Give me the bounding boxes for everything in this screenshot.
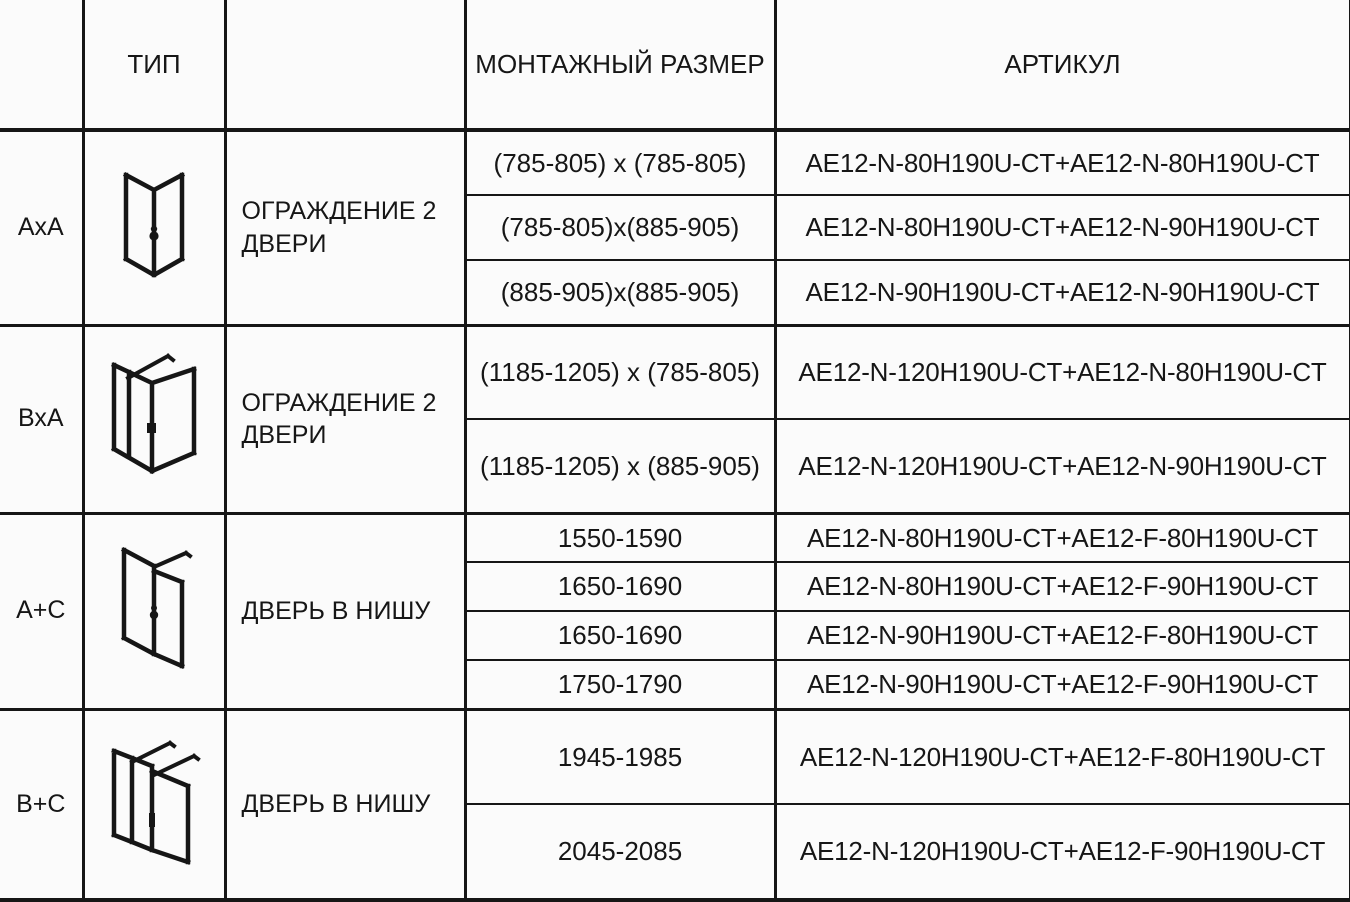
size-cell: 1550-1590	[465, 513, 775, 562]
header-article: АРТИКУЛ	[775, 0, 1350, 130]
size-cell: 1650-1690	[465, 562, 775, 611]
size-cell: (1185-1205) x (885-905)	[465, 419, 775, 513]
table-row	[0, 130, 1350, 195]
description-cell: ОГРАЖДЕНИЕ 2 ДВЕРИ	[225, 130, 465, 325]
niche-door-with-two-panels-icon	[106, 731, 202, 871]
table-row	[0, 709, 1350, 804]
corner-two-door-with-side-panel-icon	[106, 349, 202, 481]
header-row	[0, 0, 1350, 130]
article-cell: AE12-N-80H190U-CT+AE12-F-80H190U-CT	[775, 513, 1350, 562]
header-size: МОНТАЖНЫЙ РАЗМЕР	[465, 0, 775, 130]
size-cell: 1945-1985	[465, 709, 775, 804]
type-icon-cell	[83, 130, 225, 325]
header-type: ТИП	[83, 0, 225, 130]
size-cell: (785-805)x(885-905)	[465, 195, 775, 260]
size-cell: (1185-1205) x (785-805)	[465, 325, 775, 419]
article-cell: AE12-N-80H190U-CT+AE12-N-90H190U-CT	[775, 195, 1350, 260]
niche-door-with-fixed-panel-icon	[114, 540, 194, 674]
table-row	[0, 325, 1350, 419]
corner-two-door-enclosure-icon	[116, 163, 192, 285]
type-code-cell: АхА	[0, 130, 83, 325]
article-cell: AE12-N-90H190U-CT+AE12-F-90H190U-CT	[775, 660, 1350, 709]
article-cell: AE12-N-120H190U-CT+AE12-F-90H190U-CT	[775, 804, 1350, 900]
header-description-cell	[225, 0, 465, 130]
article-cell: AE12-N-120H190U-CT+AE12-F-80H190U-CT	[775, 709, 1350, 804]
type-icon-cell	[83, 325, 225, 513]
article-cell: AE12-N-80H190U-CT+AE12-N-80H190U-CT	[775, 130, 1350, 195]
type-icon-cell	[83, 709, 225, 900]
type-code-cell: А+С	[0, 513, 83, 709]
article-cell: AE12-N-120H190U-CT+AE12-N-90H190U-CT	[775, 419, 1350, 513]
article-cell: AE12-N-80H190U-CT+AE12-F-90H190U-CT	[775, 562, 1350, 611]
article-cell: AE12-N-90H190U-CT+AE12-N-90H190U-CT	[775, 260, 1350, 325]
type-code-cell: В+С	[0, 709, 83, 900]
size-cell: 1750-1790	[465, 660, 775, 709]
table-row	[0, 513, 1350, 562]
article-cell: AE12-N-120H190U-CT+AE12-N-80H190U-CT	[775, 325, 1350, 419]
description-cell: ОГРАЖДЕНИЕ 2 ДВЕРИ	[225, 325, 465, 513]
size-cell: 1650-1690	[465, 611, 775, 660]
type-code-cell: ВхА	[0, 325, 83, 513]
header-corner-cell	[0, 0, 83, 130]
article-cell: AE12-N-90H190U-CT+AE12-F-80H190U-CT	[775, 611, 1350, 660]
description-cell: ДВЕРЬ В НИШУ	[225, 513, 465, 709]
type-icon-cell	[83, 513, 225, 709]
description-cell: ДВЕРЬ В НИШУ	[225, 709, 465, 900]
size-cell: (785-805) x (785-805)	[465, 130, 775, 195]
size-cell: (885-905)x(885-905)	[465, 260, 775, 325]
size-cell: 2045-2085	[465, 804, 775, 900]
